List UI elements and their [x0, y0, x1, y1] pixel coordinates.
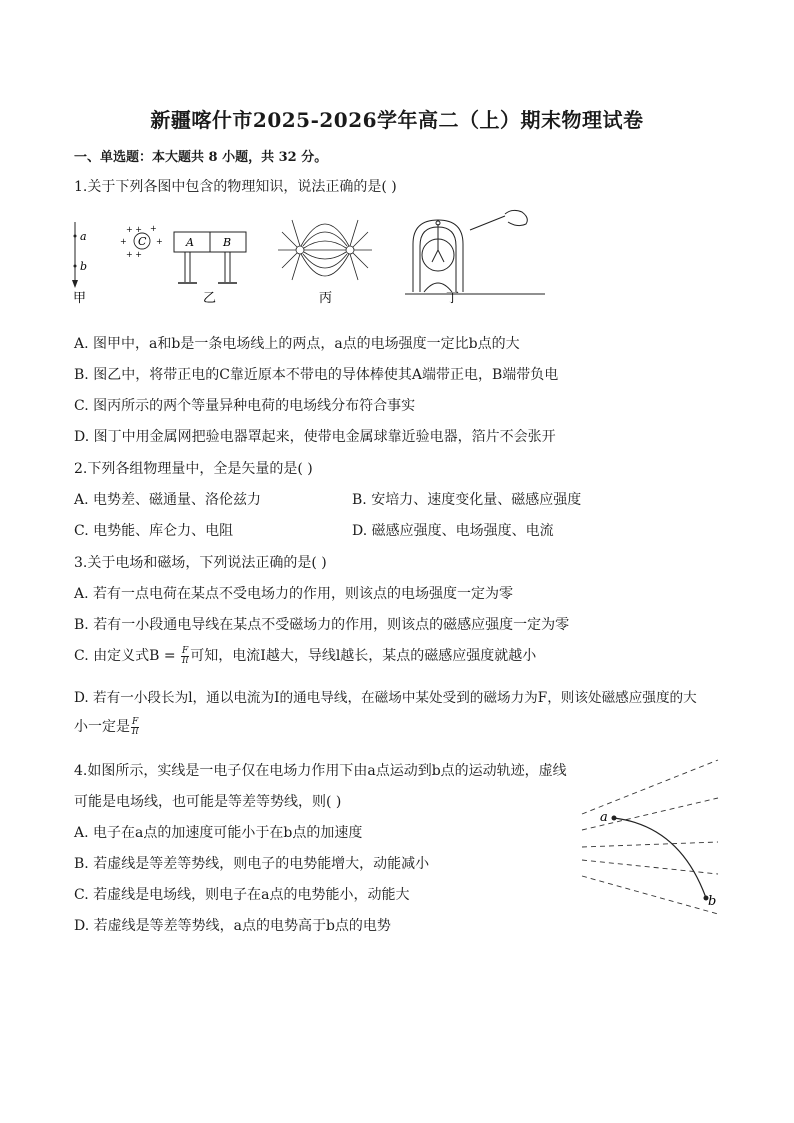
- svg-text:+: +: [150, 224, 157, 233]
- q3-option-a: A. 若有一点电荷在某点不受电场力的作用，则该点的电场强度一定为零: [74, 586, 514, 602]
- q2-option-b: B. 安培力、速度变化量、磁感应强度: [352, 492, 582, 508]
- question-3-stem: 3.关于电场和磁场，下列说法正确的是( ): [74, 555, 327, 571]
- point-b-label-q4: b: [708, 894, 717, 909]
- q2-option-c: C. 电势能、库仑力、电阻: [74, 523, 234, 539]
- fig-label-yi: 乙: [203, 291, 217, 304]
- page-title: 新疆喀什市2025-2026学年高二（上）期末物理试卷: [150, 108, 644, 132]
- fraction-f-over-il-2: [131, 718, 139, 737]
- fraction-denominator-2: Il: [131, 726, 139, 737]
- q4-option-b: B. 若虚线是等差等势线，则电子的电势能增大，动能减小: [74, 856, 430, 872]
- figure-bing: [278, 220, 372, 280]
- point-a-label-q4: a: [600, 810, 608, 825]
- point-a-label: a: [80, 230, 87, 243]
- question-2-stem: 2.下列各组物理量中，全是矢量的是( ): [74, 461, 313, 477]
- q2-option-d: D. 磁感应强度、电场强度、电流: [352, 523, 554, 539]
- svg-text:+ +: + +: [126, 250, 142, 259]
- question-1-figures: [60, 204, 560, 304]
- q3-option-c: [74, 645, 536, 666]
- fig-label-jia: 甲: [73, 291, 87, 304]
- charge-c-label: C: [138, 235, 147, 248]
- q1-option-c: C. 图丙所示的两个等量异种电荷的电场线分布符合事实: [74, 398, 416, 414]
- question-1-stem: 1.关于下列各图中包含的物理知识，说法正确的是( ): [74, 179, 397, 195]
- fraction-denominator: Il: [181, 655, 189, 666]
- q4-option-c: C. 若虚线是电场线，则电子在a点的电势能小，动能大: [74, 887, 410, 903]
- point-b-label: b: [80, 260, 88, 273]
- q3-option-b: B. 若有一小段通电导线在某点不受磁场力的作用，则该点的磁感应强度一定为零: [74, 617, 570, 633]
- q3-option-d-prefix: 小一定是: [74, 719, 130, 735]
- figure-ding: [405, 210, 545, 294]
- question-4-figure: [580, 756, 722, 922]
- q3-option-d-line2: [74, 716, 140, 737]
- fig-label-bing: 丙: [319, 291, 333, 304]
- q3-option-c-prefix: C. 由定义式B =: [74, 648, 181, 664]
- svg-text:+: +: [120, 237, 127, 246]
- question-4-stem-line1: 4.如图所示，实线是一电子仅在电场力作用下由a点运动到b点的运动轨迹，虚线: [74, 763, 567, 779]
- svg-text:+ +: + +: [126, 225, 142, 234]
- figure-jia: [72, 222, 87, 288]
- fraction-f-over-il: [181, 647, 189, 666]
- q4-option-d: D. 若虚线是等差等势线，a点的电势高于b点的电势: [74, 918, 391, 934]
- q3-option-c-suffix: 可知，电流I越大，导线l越长，某点的磁感应强度就越小: [190, 648, 537, 664]
- fraction-numerator: F: [182, 645, 189, 656]
- q1-option-d: D. 图丁中用金属网把验电器罩起来，使带电金属球靠近验电器，箔片不会张开: [74, 429, 556, 445]
- q2-option-a: A. 电势差、磁通量、洛伦兹力: [74, 492, 262, 508]
- figure-yi: [120, 224, 246, 283]
- end-b-label: B: [223, 236, 232, 249]
- section-heading: 一、单选题：本大题共 8 小题，共 32 分。: [74, 150, 328, 165]
- q1-option-b: B. 图乙中，将带正电的C靠近原本不带电的导体棒使其A端带正电，B端带负电: [74, 367, 559, 383]
- fraction-numerator-2: F: [132, 716, 139, 727]
- q3-option-d-line1: D. 若有一小段长为l，通以电流为I的通电导线，在磁场中某处受到的磁场力为F，则该处磁感应强度的大: [74, 690, 697, 706]
- question-4-stem-line2: 可能是电场线，也可能是等差等势线，则( ): [74, 794, 342, 810]
- q1-option-a: A. 图甲中，a和b是一条电场线上的两点，a点的电场强度一定比b点的大: [74, 336, 520, 352]
- q4-option-a: A. 电子在a点的加速度可能小于在b点的加速度: [74, 825, 363, 841]
- fig-label-ding: 丁: [446, 291, 460, 304]
- end-a-label: A: [186, 236, 194, 249]
- svg-text:+: +: [156, 237, 163, 246]
